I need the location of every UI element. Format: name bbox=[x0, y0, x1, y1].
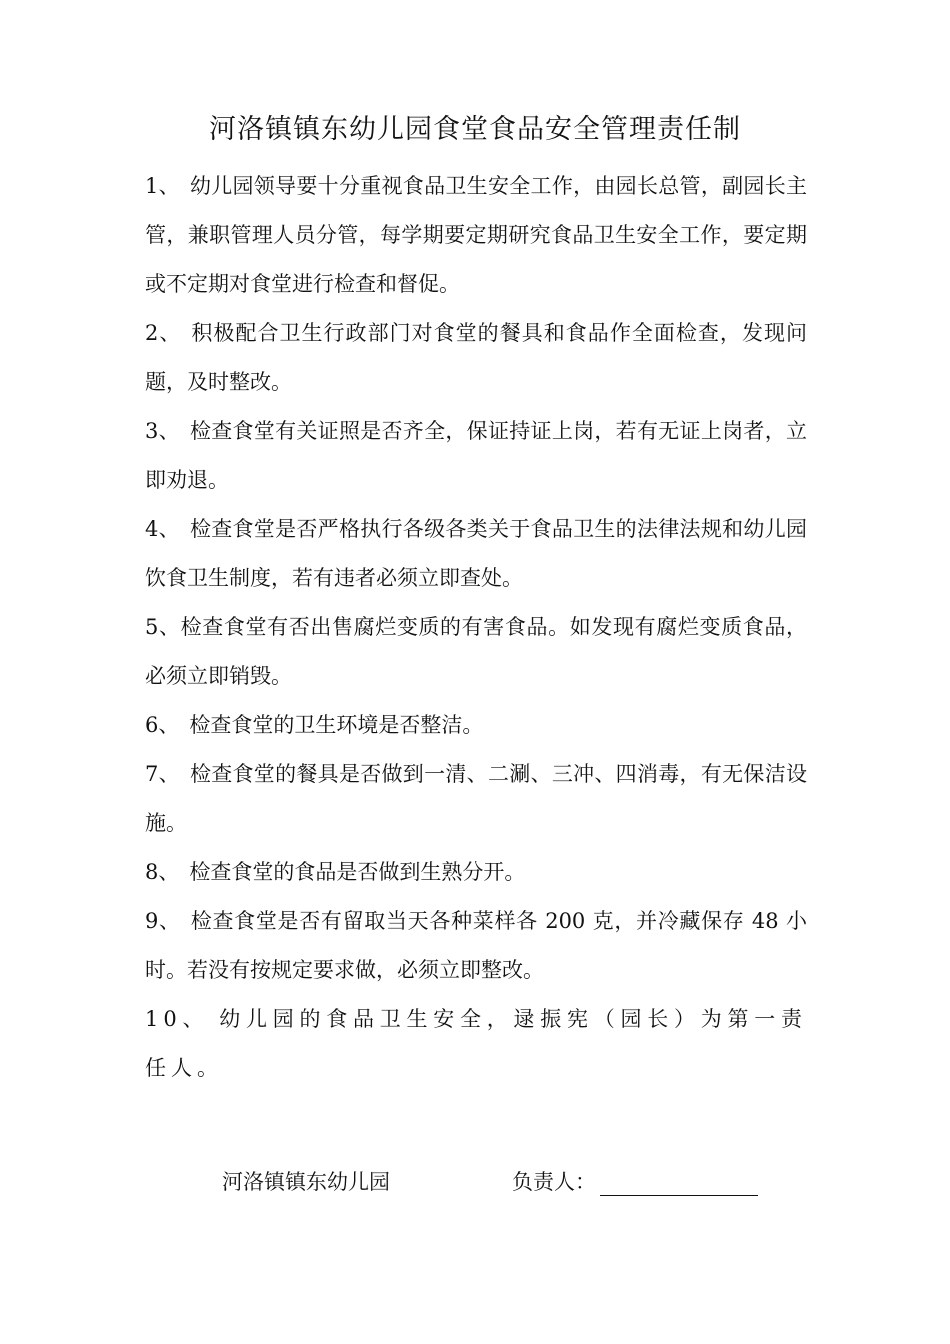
item-text: 积极配合卫生行政部门对食堂的餐具和食品作全面检查，发现问题，及时整改。 bbox=[145, 321, 807, 394]
item-number: 3、 bbox=[145, 419, 180, 443]
item-text: 检查食堂是否有留取当天各种菜样各 200 克，并冷藏保存 48 小时。若没有按规定要求做，必须立即整改。 bbox=[145, 909, 807, 982]
list-item bbox=[145, 750, 807, 848]
item-text: 幼儿园领导要十分重视食品卫生安全工作，由园长总管，副园长主管，兼职管理人员分管，每学期要定期研究食品卫生安全工作，要定期或不定期对食堂进行检查和督促。 bbox=[145, 174, 807, 296]
list-item bbox=[145, 309, 807, 407]
list-item bbox=[145, 603, 807, 701]
item-number: 10、 bbox=[145, 1007, 210, 1031]
item-number: 9、 bbox=[145, 909, 181, 933]
item-number: 6、 bbox=[145, 713, 180, 737]
item-number: 7、 bbox=[145, 762, 180, 786]
item-number: 5、 bbox=[145, 615, 181, 639]
item-text: 检查食堂的卫生环境是否整洁。 bbox=[189, 713, 484, 737]
list-item bbox=[145, 995, 807, 1093]
list-item bbox=[145, 407, 807, 505]
signature-line bbox=[600, 1195, 758, 1196]
item-text: 检查食堂的餐具是否做到一清、二涮、三冲、四消毒，有无保洁设施。 bbox=[145, 762, 807, 835]
item-text: 检查食堂有否出售腐烂变质的有害食品。如发现有腐烂变质食品，必须立即销毁。 bbox=[145, 615, 807, 688]
list-item bbox=[145, 897, 807, 995]
item-text: 检查食堂是否严格执行各级各类关于食品卫生的法律法规和幼儿园饮食卫生制度，若有违者必须立即查处。 bbox=[145, 517, 807, 590]
item-list bbox=[145, 162, 807, 1093]
organization-name: 河洛镇镇东幼儿园 bbox=[222, 1170, 390, 1194]
item-number: 4、 bbox=[145, 517, 180, 541]
item-text: 检查食堂有关证照是否齐全，保证持证上岗，若有无证上岗者，立即劝退。 bbox=[145, 419, 807, 492]
item-text: 检查食堂的食品是否做到生熟分开。 bbox=[189, 860, 526, 884]
item-number: 1、 bbox=[145, 174, 180, 198]
item-text: 幼儿园的食品卫生安全，逯振宪（园长）为第一责任人。 bbox=[145, 1007, 807, 1080]
list-item bbox=[145, 701, 807, 750]
item-number: 2、 bbox=[145, 321, 182, 345]
list-item bbox=[145, 505, 807, 603]
list-item bbox=[145, 848, 807, 897]
document-title: 河洛镇镇东幼儿园食堂食品安全管理责任制 bbox=[209, 114, 741, 145]
responsible-person-label: 负责人： bbox=[512, 1170, 596, 1194]
list-item bbox=[145, 162, 807, 309]
item-number: 8、 bbox=[145, 860, 180, 884]
